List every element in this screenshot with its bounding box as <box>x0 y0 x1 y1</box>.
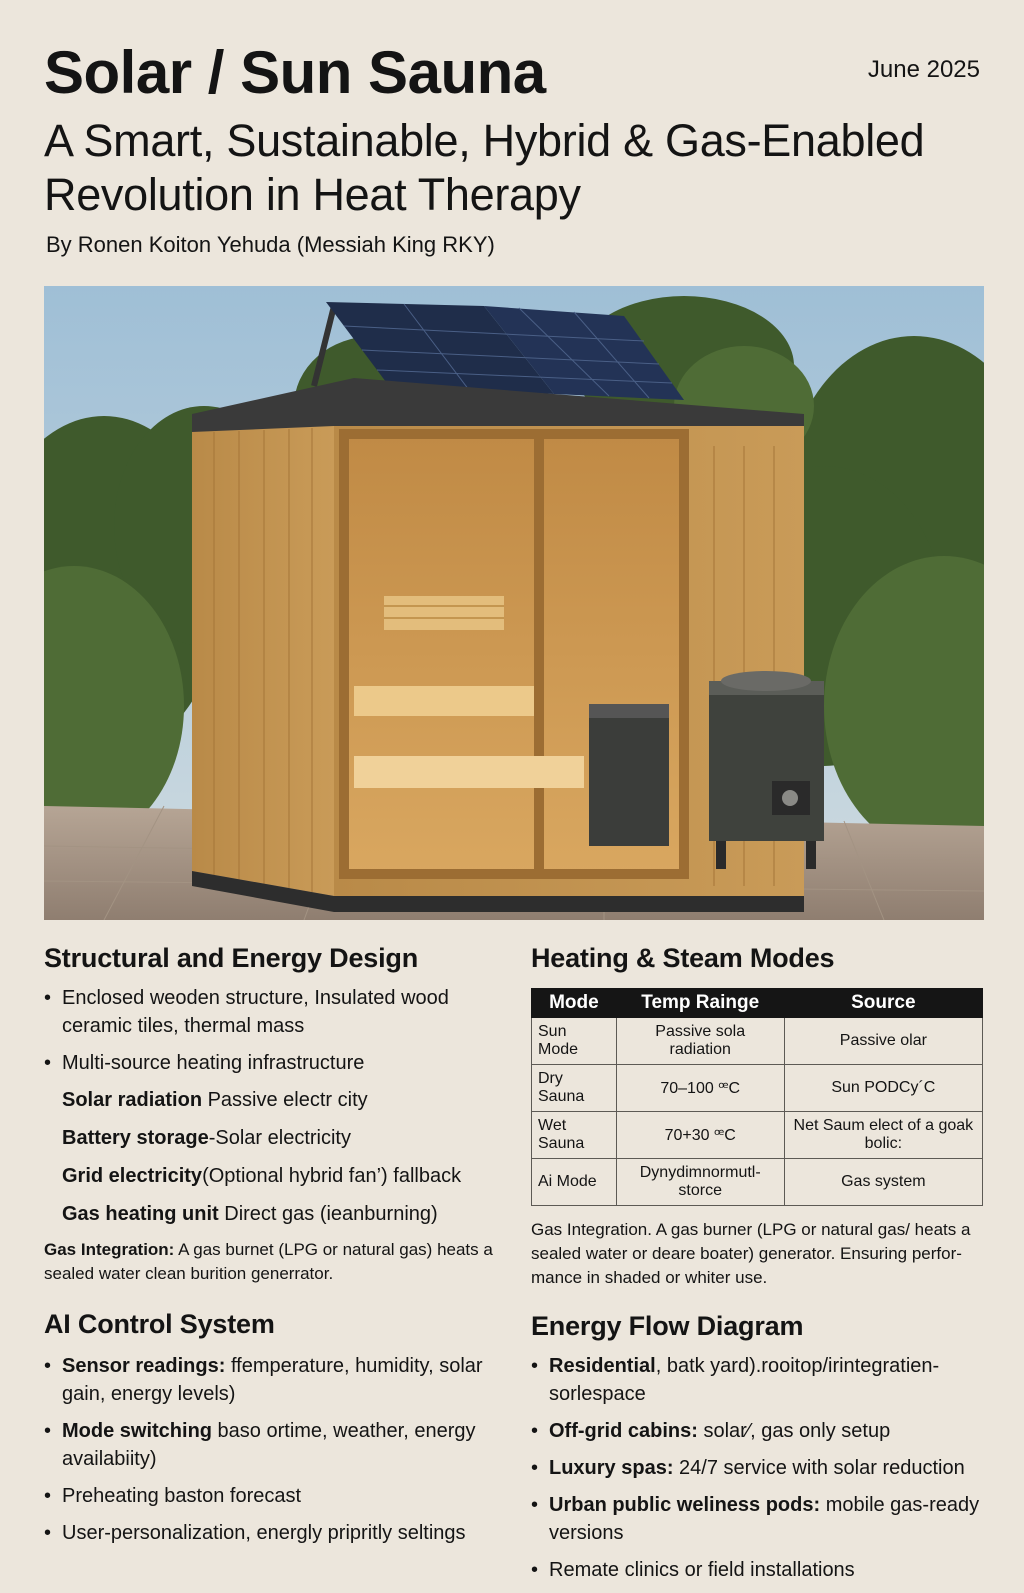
heat-source-gas: Gas heating unit Direct gas (ieanburning) <box>62 1203 438 1225</box>
list-item: • Residential, batk yard).rooitop/irintegratien-sorlespace <box>531 1352 987 1408</box>
table-cell: 70–100 ꟹC <box>616 1065 784 1112</box>
list-item: • Urban public weliness pods: mobile gas-ready versions <box>531 1491 987 1547</box>
column-header: Source <box>784 989 982 1018</box>
list-item: • Enclosed weoden structure, Insulated wood ceramic tiles, thermal mass <box>44 984 494 1040</box>
table-cell: Passive sola radiation <box>616 1018 784 1065</box>
table-cell: 70+30 ꟹC <box>616 1112 784 1159</box>
list-item: • Multi-source heating infrastructure <box>44 1049 494 1077</box>
list-item: • Remate clinics or field installations <box>531 1556 987 1584</box>
modes-heading: Heating & Steam Modes <box>531 943 835 973</box>
table-cell: Gas system <box>784 1159 982 1206</box>
list-item: • Luxury spas: 24/7 service with solar reduction <box>531 1454 987 1482</box>
table-row <box>532 1112 983 1159</box>
gas-integration-note: Gas Integration. A gas burner (LPG or natural gas/ heats a sealed water or deare boater) generator. Ensuring perfor-mance in shaded or whiter use. <box>531 1220 971 1287</box>
list-item: • Sensor readings: ffemperature, humidity, solar gain, energy levels) <box>44 1352 494 1408</box>
table-row <box>532 1159 983 1206</box>
table-cell: Dynydimnormutl-storce <box>616 1159 784 1206</box>
modes-table <box>531 988 983 1206</box>
ai-heading: AI Control System <box>44 1309 275 1339</box>
list-item: • User-personalization, energly pripritly seltings <box>44 1519 494 1547</box>
table-cell: Sun PODCy´C <box>784 1065 982 1112</box>
sauna-photo <box>44 286 984 920</box>
energy-heading: Energy Flow Diagram <box>531 1311 804 1341</box>
table-cell: Passive olar <box>784 1018 982 1065</box>
heat-source-solar: Solar radiation Passive electr city <box>62 1089 368 1111</box>
table-row <box>532 1065 983 1112</box>
author-byline: By Ronen Koiton Yehuda (Messiah King RKY) <box>46 232 495 257</box>
table-cell: Dry Sauna <box>532 1065 617 1112</box>
left-column <box>44 938 494 1556</box>
heat-source-battery: Battery storage-Solar electricity <box>62 1127 351 1149</box>
table-cell: Net Saum elect of a goak bolic: <box>784 1112 982 1159</box>
list-item: • Off-grid cabins: solar⁄, gas only setup <box>531 1417 987 1445</box>
table-cell: Ai Mode <box>532 1159 617 1206</box>
right-column <box>531 938 987 1593</box>
column-header: Mode <box>532 989 617 1018</box>
structural-heading: Structural and Energy Design <box>44 943 418 973</box>
table-cell: Sun Mode <box>532 1018 617 1065</box>
publication-date: June 2025 <box>867 56 980 83</box>
gas-integration-note: Gas Integration: A gas burnet (LPG or natural gas) heats a sealed water clean burition generrator. <box>44 1240 493 1283</box>
page-subtitle: A Smart, Sustainable, Hybrid & Gas-Enabled Revolution in Heat Therapy <box>44 115 925 220</box>
list-item: • Preheating baston forecast <box>44 1482 494 1510</box>
table-row <box>532 1018 983 1065</box>
table-cell: Wet Sauna <box>532 1112 617 1159</box>
page-title: Solar / Sun Sauna <box>44 39 546 106</box>
list-item: • Mode switching baso ortime, weather, energy availabiity) <box>44 1417 494 1473</box>
column-header: Temp Rainge <box>616 989 784 1018</box>
heat-source-grid: Grid electricity(Optional hybrid fan’) fallback <box>62 1165 462 1187</box>
